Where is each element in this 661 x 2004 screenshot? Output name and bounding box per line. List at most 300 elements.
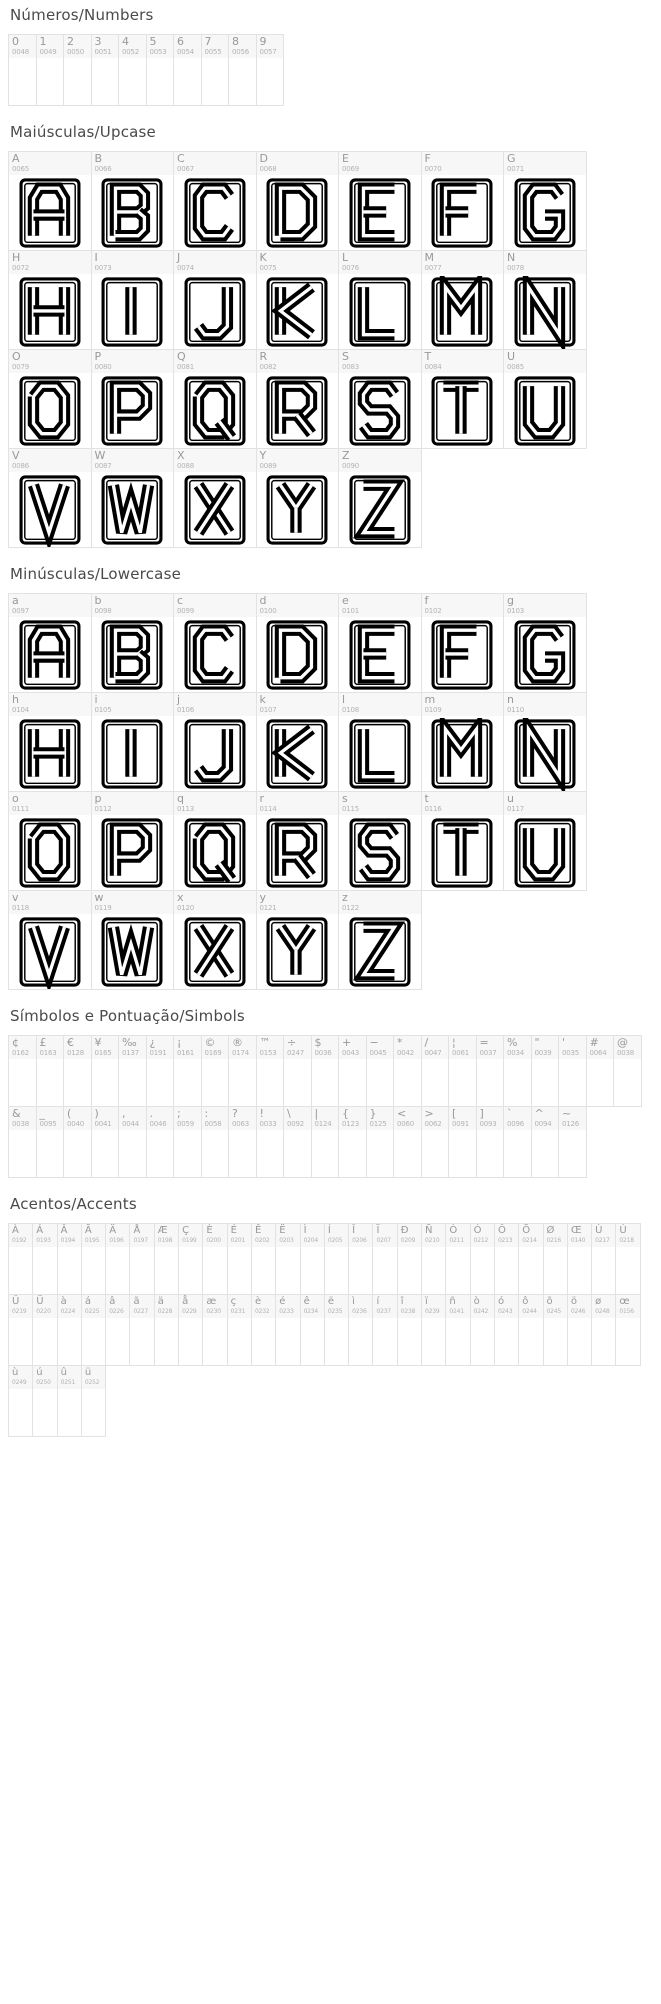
glyph-cell-header xyxy=(349,1224,372,1247)
glyph-cell-header xyxy=(504,594,586,617)
glyph-cell xyxy=(202,1294,227,1366)
glyph-cell xyxy=(63,1035,92,1107)
glyph-cell-header xyxy=(229,1107,256,1130)
glyph-preview xyxy=(229,1059,256,1107)
glyph-code: 0119 xyxy=(94,904,112,912)
glyph-cell-header xyxy=(339,152,421,175)
glyph-cell-header xyxy=(568,1224,591,1247)
glyph-cell-header xyxy=(92,251,174,274)
glyph-cell xyxy=(57,1365,82,1437)
glyph-preview xyxy=(174,716,256,792)
glyph-cell-header xyxy=(422,594,504,617)
glyph-cell-header xyxy=(446,1295,469,1318)
glyph-cell-header xyxy=(9,1295,32,1318)
glyph-preview xyxy=(257,914,339,990)
glyph-code: 0210 xyxy=(425,1237,440,1244)
glyph-cell-header xyxy=(325,1295,348,1318)
glyph-cell xyxy=(91,349,175,449)
glyph-cell xyxy=(324,1294,349,1366)
glyph-character: e xyxy=(342,594,349,607)
glyph-cell xyxy=(445,1223,470,1295)
glyph-cell-header xyxy=(174,1107,201,1130)
glyph-character: è xyxy=(254,1296,262,1307)
glyph-cell xyxy=(421,1035,450,1107)
glyph-preview xyxy=(339,373,421,449)
glyph-code: 0091 xyxy=(452,1120,470,1128)
glyph-character: j xyxy=(177,693,181,706)
glyph-preview xyxy=(312,1059,339,1107)
glyph-cell xyxy=(8,1035,37,1107)
glyph-preview xyxy=(394,1059,421,1107)
glyph-cell-header xyxy=(174,693,256,716)
glyph-cell-header xyxy=(252,1295,275,1318)
glyph-character: Ä xyxy=(109,1225,117,1236)
glyph-cell xyxy=(173,791,257,891)
glyph-code: 0073 xyxy=(94,264,112,272)
glyph-cell-header xyxy=(174,891,256,914)
glyph-character: ® xyxy=(232,1036,243,1049)
glyph-code: 0202 xyxy=(254,1237,270,1244)
glyph-preview xyxy=(9,274,91,350)
glyph-preview xyxy=(367,1130,394,1178)
glyph-cell-header xyxy=(147,1036,174,1059)
glyph-character: N xyxy=(507,251,516,264)
glyph-preview xyxy=(9,175,91,251)
glyph-code: 0039 xyxy=(534,1049,552,1057)
glyph-code: 0060 xyxy=(397,1120,415,1128)
glyph-cell-header xyxy=(9,1366,32,1389)
glyph-preview xyxy=(203,1318,226,1366)
glyph-cell-header xyxy=(339,251,421,274)
glyph-code: 0227 xyxy=(133,1308,148,1315)
glyph-code: 0237 xyxy=(376,1308,391,1315)
glyph-character: [ xyxy=(452,1107,457,1120)
glyph-cell xyxy=(476,1035,505,1107)
glyph-code: 0068 xyxy=(259,165,277,173)
glyph-code: 0156 xyxy=(619,1308,634,1315)
glyph-cell xyxy=(503,250,587,350)
glyph-character: ä xyxy=(157,1296,164,1307)
glyph-cell xyxy=(256,349,340,449)
glyph-code: 0193 xyxy=(36,1237,51,1244)
glyph-preview xyxy=(92,617,174,693)
glyph-cell-header xyxy=(257,594,339,617)
glyph-cell xyxy=(591,1294,616,1366)
glyph-character: { xyxy=(342,1107,349,1120)
glyph-cell-header xyxy=(92,1036,119,1059)
glyph-preview xyxy=(9,815,91,891)
glyph-preview xyxy=(284,1059,311,1107)
glyph-code: 0083 xyxy=(342,363,360,371)
glyph-preview xyxy=(559,1130,586,1178)
glyph-character: h xyxy=(12,693,19,706)
glyph-cell-header xyxy=(339,1036,366,1059)
glyph-preview xyxy=(504,1059,531,1107)
glyph-code: 0244 xyxy=(522,1308,537,1315)
glyph-cell xyxy=(228,1106,257,1178)
glyph-preview xyxy=(257,274,339,350)
section-title-uppercase: Maiúsculas/Upcase xyxy=(10,123,156,141)
glyph-preview xyxy=(422,815,504,891)
glyph-code: 0096 xyxy=(507,1120,525,1128)
glyph-cell xyxy=(105,1294,130,1366)
glyph-cell-header xyxy=(92,152,174,175)
glyph-code: 0250 xyxy=(36,1379,51,1386)
glyph-preview xyxy=(106,1318,129,1366)
glyph-cell-header xyxy=(504,1036,531,1059)
glyph-preview xyxy=(339,175,421,251)
glyph-cell xyxy=(421,151,505,251)
glyph-preview xyxy=(257,716,339,792)
glyph-preview xyxy=(422,1318,445,1366)
glyph-code: 0053 xyxy=(149,48,167,56)
glyph-code: 0212 xyxy=(473,1237,489,1244)
glyph-preview xyxy=(174,373,256,449)
glyph-cell xyxy=(470,1223,495,1295)
glyph-cell-header xyxy=(504,1107,531,1130)
glyph-preview xyxy=(568,1318,591,1366)
glyph-preview xyxy=(532,1059,559,1107)
glyph-cell-header xyxy=(9,594,91,617)
glyph-cell xyxy=(201,1106,230,1178)
glyph-preview xyxy=(147,1059,174,1107)
glyph-character: g xyxy=(507,594,514,607)
glyph-character: . xyxy=(149,1107,153,1120)
glyph-cell-header xyxy=(202,35,229,58)
glyph-code: 0042 xyxy=(397,1049,415,1057)
glyph-preview xyxy=(301,1318,324,1366)
glyph-cell-header xyxy=(257,350,339,373)
glyph-grid-accents xyxy=(8,1223,653,1436)
glyph-code: 0235 xyxy=(327,1308,343,1315)
glyph-code: 0198 xyxy=(157,1237,173,1244)
glyph-preview xyxy=(592,1247,615,1295)
glyph-character: Á xyxy=(36,1225,44,1236)
glyph-cell-header xyxy=(257,891,339,914)
glyph-cell-header xyxy=(422,1107,449,1130)
glyph-cell xyxy=(81,1294,106,1366)
glyph-preview xyxy=(174,1130,201,1178)
glyph-code: 0204 xyxy=(303,1237,319,1244)
glyph-cell xyxy=(118,1106,147,1178)
glyph-cell-header xyxy=(130,1224,153,1247)
glyph-cell-header xyxy=(422,350,504,373)
glyph-code: 0044 xyxy=(122,1120,140,1128)
glyph-code: 0174 xyxy=(232,1049,250,1057)
glyph-character: Û xyxy=(12,1296,20,1307)
glyph-cell xyxy=(91,890,175,990)
glyph-code: 0052 xyxy=(122,48,140,56)
glyph-character: M xyxy=(424,251,434,264)
glyph-cell-header xyxy=(519,1295,542,1318)
glyph-code: 0194 xyxy=(60,1237,76,1244)
glyph-preview xyxy=(449,1130,476,1178)
glyph-cell-header xyxy=(37,1036,64,1059)
glyph-code: 0084 xyxy=(424,363,442,371)
glyph-character: Z xyxy=(342,449,350,462)
glyph-code: 0201 xyxy=(230,1237,246,1244)
glyph-cell xyxy=(503,1035,532,1107)
glyph-code: 0072 xyxy=(12,264,30,272)
glyph-preview xyxy=(202,1130,229,1178)
glyph-cell xyxy=(178,1223,203,1295)
glyph-preview xyxy=(367,1059,394,1107)
glyph-cell-header xyxy=(82,1366,105,1389)
glyph-preview xyxy=(174,58,201,106)
glyph-cell-header xyxy=(544,1295,567,1318)
glyph-cell xyxy=(256,692,340,792)
glyph-cell-header xyxy=(532,1107,559,1130)
glyph-character: Ò xyxy=(449,1225,458,1236)
glyph-cell-header xyxy=(252,1224,275,1247)
glyph-code: 0105 xyxy=(94,706,112,714)
section-title-accents: Acentos/Accents xyxy=(10,1195,137,1213)
glyph-code: 0236 xyxy=(352,1308,367,1315)
glyph-cell-header xyxy=(203,1224,226,1247)
glyph-character: n xyxy=(507,693,514,706)
glyph-character: Q xyxy=(177,350,186,363)
glyph-cell xyxy=(567,1223,592,1295)
glyph-character: E xyxy=(342,152,349,165)
glyph-cell xyxy=(531,1035,560,1107)
glyph-character: d xyxy=(259,594,267,607)
glyph-cell-header xyxy=(9,152,91,175)
glyph-grid-uppercase xyxy=(8,151,653,547)
glyph-character: a xyxy=(12,594,19,607)
glyph-cell xyxy=(201,34,230,106)
glyph-character: Œ xyxy=(570,1225,582,1236)
glyph-preview xyxy=(229,58,256,106)
glyph-cell xyxy=(338,1106,367,1178)
glyph-code: 0128 xyxy=(67,1049,85,1057)
glyph-preview xyxy=(446,1318,469,1366)
glyph-code: 0248 xyxy=(595,1308,610,1315)
glyph-cell-header xyxy=(9,792,91,815)
glyph-cell xyxy=(338,250,422,350)
glyph-character: õ xyxy=(546,1296,553,1307)
glyph-preview xyxy=(532,1130,559,1178)
glyph-cell xyxy=(81,1223,106,1295)
glyph-cell xyxy=(256,890,340,990)
glyph-code: 0140 xyxy=(570,1237,586,1244)
glyph-preview xyxy=(495,1247,518,1295)
glyph-preview xyxy=(471,1247,494,1295)
glyph-code: 0086 xyxy=(12,462,30,470)
glyph-character: m xyxy=(424,693,436,706)
glyph-cell xyxy=(421,593,505,693)
glyph-cell-header xyxy=(9,350,91,373)
glyph-preview xyxy=(544,1247,567,1295)
glyph-code: 0095 xyxy=(39,1120,57,1128)
glyph-preview xyxy=(477,1130,504,1178)
glyph-cell xyxy=(227,1223,252,1295)
glyph-cell xyxy=(81,1365,106,1437)
glyph-preview xyxy=(202,1059,229,1107)
glyph-character: È xyxy=(206,1225,213,1236)
glyph-preview xyxy=(616,1318,639,1366)
glyph-preview xyxy=(33,1389,56,1437)
glyph-cell-header xyxy=(229,1036,256,1059)
glyph-cell xyxy=(531,1106,560,1178)
glyph-cell xyxy=(494,1223,519,1295)
glyph-character: ¦ xyxy=(452,1036,456,1049)
glyph-code: 0076 xyxy=(342,264,360,272)
glyph-code: 0054 xyxy=(177,48,195,56)
glyph-cell xyxy=(372,1223,397,1295)
glyph-cell-header xyxy=(174,1036,201,1059)
glyph-character: A xyxy=(12,152,20,165)
glyph-preview xyxy=(92,815,174,891)
glyph-cell-header xyxy=(257,152,339,175)
glyph-cell-header xyxy=(504,792,586,815)
glyph-code: 0079 xyxy=(12,363,30,371)
glyph-code: 0241 xyxy=(449,1308,464,1315)
glyph-cell xyxy=(91,1106,120,1178)
glyph-cell xyxy=(202,1223,227,1295)
glyph-character: # xyxy=(589,1036,599,1049)
glyph-cell-header xyxy=(82,1224,105,1247)
glyph-character: ö xyxy=(570,1296,577,1307)
glyph-character: w xyxy=(94,891,104,904)
glyph-cell-header xyxy=(616,1295,639,1318)
glyph-character: % xyxy=(507,1036,518,1049)
glyph-character: * xyxy=(397,1036,403,1049)
glyph-code: 0106 xyxy=(177,706,195,714)
glyph-cell-header xyxy=(92,350,174,373)
glyph-cell xyxy=(448,1035,477,1107)
glyph-cell-header xyxy=(119,1107,146,1130)
glyph-cell xyxy=(503,1106,532,1178)
glyph-preview xyxy=(301,1247,324,1295)
glyph-cell-header xyxy=(504,251,586,274)
glyph-preview xyxy=(276,1318,299,1366)
glyph-cell-header xyxy=(9,891,91,914)
glyph-cell-header xyxy=(504,350,586,373)
glyph-cell-header xyxy=(284,1107,311,1130)
glyph-cell-header xyxy=(9,449,91,472)
glyph-preview xyxy=(147,58,174,106)
glyph-cell-header xyxy=(519,1224,542,1247)
glyph-cell-header xyxy=(394,1107,421,1130)
glyph-cell xyxy=(591,1223,616,1295)
glyph-cell xyxy=(256,448,340,548)
glyph-preview xyxy=(422,1130,449,1178)
glyph-cell-header xyxy=(33,1295,56,1318)
glyph-code: 0191 xyxy=(149,1049,167,1057)
glyph-character: & xyxy=(12,1107,21,1120)
glyph-code: 0216 xyxy=(546,1237,562,1244)
glyph-character: S xyxy=(342,350,349,363)
glyph-character: Ç xyxy=(182,1225,190,1236)
glyph-preview xyxy=(9,373,91,449)
glyph-cell xyxy=(8,1294,33,1366)
glyph-code: 0056 xyxy=(232,48,250,56)
glyph-cell xyxy=(8,791,92,891)
glyph-code: 0234 xyxy=(303,1308,319,1315)
glyph-cell-header xyxy=(9,1107,36,1130)
glyph-code: 0113 xyxy=(177,805,195,813)
glyph-character: 7 xyxy=(204,35,212,48)
glyph-cell xyxy=(283,1106,312,1178)
glyph-cell-header xyxy=(301,1295,324,1318)
glyph-preview xyxy=(257,1059,284,1107)
glyph-cell xyxy=(8,593,92,693)
glyph-cell-header xyxy=(257,1036,284,1059)
glyph-code: 0117 xyxy=(507,805,525,813)
glyph-preview xyxy=(9,716,91,792)
glyph-cell xyxy=(91,692,175,792)
glyph-cell xyxy=(105,1223,130,1295)
glyph-preview xyxy=(449,1059,476,1107)
glyph-code: 0067 xyxy=(177,165,195,173)
glyph-character: ? xyxy=(232,1107,238,1120)
glyph-preview xyxy=(471,1318,494,1366)
glyph-code: 0123 xyxy=(342,1120,360,1128)
glyph-code: 0066 xyxy=(94,165,112,173)
glyph-cell xyxy=(173,349,257,449)
glyph-preview xyxy=(325,1318,348,1366)
glyph-preview xyxy=(422,175,504,251)
glyph-cell-header xyxy=(58,1224,81,1247)
glyph-cell xyxy=(8,1223,33,1295)
glyph-cell-header xyxy=(422,1295,445,1318)
glyph-code: 0220 xyxy=(36,1308,51,1315)
glyph-preview xyxy=(174,617,256,693)
glyph-preview xyxy=(422,617,504,693)
glyph-code: 0033 xyxy=(259,1120,277,1128)
glyph-code: 0125 xyxy=(369,1120,387,1128)
glyph-code: 0058 xyxy=(204,1120,222,1128)
glyph-cell-header xyxy=(422,251,504,274)
glyph-preview xyxy=(373,1247,396,1295)
glyph-cell-header xyxy=(339,693,421,716)
glyph-cell-header xyxy=(373,1295,396,1318)
glyph-cell xyxy=(91,34,120,106)
glyph-code: 0087 xyxy=(94,462,112,470)
glyph-character: ñ xyxy=(449,1296,456,1307)
glyph-cell xyxy=(256,250,340,350)
glyph-preview xyxy=(174,1059,201,1107)
glyph-code: 0061 xyxy=(452,1049,470,1057)
glyph-character: ò xyxy=(473,1296,480,1307)
glyph-preview xyxy=(92,175,174,251)
glyph-preview xyxy=(58,1318,81,1366)
glyph-character: Ê xyxy=(254,1225,262,1236)
glyph-code: 0059 xyxy=(177,1120,195,1128)
glyph-cell xyxy=(91,448,175,548)
glyph-cell-header xyxy=(477,1107,504,1130)
glyph-character: 9 xyxy=(259,35,267,48)
glyph-cell xyxy=(543,1294,568,1366)
glyph-code: 0047 xyxy=(424,1049,442,1057)
glyph-code: 0211 xyxy=(449,1237,464,1244)
glyph-character: I xyxy=(94,251,98,264)
glyph-code: 0097 xyxy=(12,607,30,615)
glyph-cell xyxy=(503,151,587,251)
glyph-character: = xyxy=(479,1036,489,1049)
glyph-code: 0078 xyxy=(507,264,525,272)
section-title-lowercase: Minúsculas/Lowercase xyxy=(10,565,182,583)
glyph-cell xyxy=(228,1035,257,1107)
glyph-preview xyxy=(339,914,421,990)
glyph-cell-header xyxy=(422,1036,449,1059)
glyph-code: 0035 xyxy=(562,1049,580,1057)
glyph-cell xyxy=(397,1223,422,1295)
glyph-character: K xyxy=(259,251,267,264)
glyph-cell-header xyxy=(495,1224,518,1247)
glyph-cell-header xyxy=(64,35,91,58)
glyph-cell-header xyxy=(495,1295,518,1318)
